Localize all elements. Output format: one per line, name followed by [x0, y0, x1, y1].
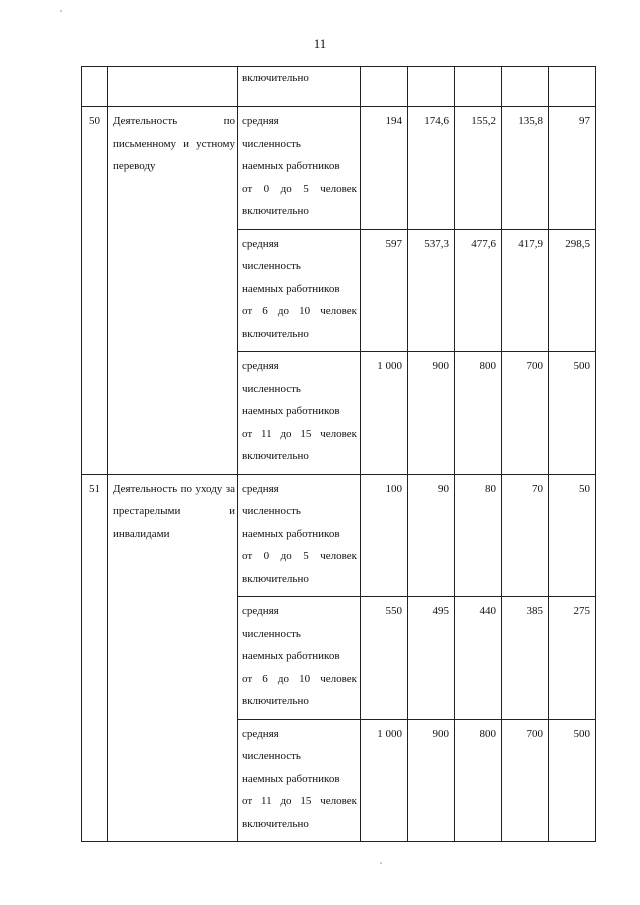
value-cell: 1 000 — [361, 352, 408, 475]
value-cell: 537,3 — [408, 229, 455, 352]
criterion-line: от 11 до 15 человек — [242, 795, 357, 807]
criterion-line: средняя — [242, 605, 279, 617]
value-cell: 70 — [502, 474, 549, 597]
value-cell: 80 — [455, 474, 502, 597]
value-cell — [549, 67, 596, 107]
criterion-line: средняя — [242, 115, 279, 127]
criterion-line: наемных работников — [242, 160, 340, 172]
value-cell: 550 — [361, 597, 408, 720]
criterion-cell — [238, 67, 361, 107]
criterion-line: наемных работников — [242, 772, 340, 785]
continuation-row — [82, 67, 596, 107]
criterion-line: включительно — [242, 327, 309, 340]
criterion-line: средняя — [242, 727, 279, 740]
value-cell: 495 — [408, 597, 455, 720]
value-cell — [502, 67, 549, 107]
value-cell: 194 — [361, 107, 408, 230]
value-cell: 275 — [549, 597, 596, 720]
value-cell: 298,5 — [549, 229, 596, 352]
scan-artifact — [60, 10, 62, 12]
value-cell: 800 — [455, 352, 502, 475]
activity-name: Деятельность по письменному и устному переводу — [113, 115, 235, 172]
criterion-line: средняя — [242, 482, 279, 495]
criterion-line: численность — [242, 382, 301, 395]
value-cell: 900 — [408, 352, 455, 475]
number-cell — [82, 67, 108, 107]
value-cell: 597 — [361, 229, 408, 352]
value-cell: 700 — [502, 352, 549, 475]
value-cell — [455, 67, 502, 107]
criterion-line: включительно — [242, 695, 309, 707]
criterion-line: от 0 до 5 человек — [242, 550, 357, 562]
criterion-cell — [238, 597, 361, 720]
value-cell: 477,6 — [455, 229, 502, 352]
criterion-line: численность — [242, 627, 301, 640]
criterion-line: численность — [242, 260, 301, 272]
criterion-line: численность — [242, 505, 301, 517]
activity-cell — [108, 67, 238, 107]
value-cell: 700 — [502, 719, 549, 842]
criterion-cell — [238, 352, 361, 475]
criterion-line: от 6 до 10 человек — [242, 672, 357, 685]
criterion-line: от 11 до 15 человек — [242, 427, 357, 440]
value-cell: 100 — [361, 474, 408, 597]
criterion-line: включительно — [242, 205, 309, 217]
criterion-cell — [238, 107, 361, 230]
row-number: 51 — [82, 474, 108, 842]
criterion-line: от 6 до 10 человек — [242, 305, 357, 317]
criterion-line: средняя — [242, 237, 279, 250]
value-cell — [408, 67, 455, 107]
criterion-cell — [238, 719, 361, 842]
criterion-line: включительно — [242, 817, 309, 830]
criterion-line: включительно — [242, 572, 309, 585]
scan-artifact — [380, 862, 382, 864]
value-cell: 800 — [455, 719, 502, 842]
criterion-line: наемных работников — [242, 527, 340, 540]
criterion-line: включительно — [242, 72, 309, 84]
criterion-line: численность — [242, 750, 301, 762]
criterion-line: наемных работников — [242, 650, 340, 662]
value-cell: 417,9 — [502, 229, 549, 352]
value-cell: 97 — [549, 107, 596, 230]
page-number: 11 — [313, 36, 327, 51]
activity-name: Деятельность по уходу за престарелыми и инвалидами — [113, 482, 235, 540]
criterion-line: численность — [242, 137, 301, 150]
value-cell: 1 000 — [361, 719, 408, 842]
activity-cell — [108, 474, 238, 842]
value-cell: 440 — [455, 597, 502, 720]
criterion-line: средняя — [242, 360, 279, 372]
value-cell: 155,2 — [455, 107, 502, 230]
criterion-line: включительно — [242, 450, 309, 462]
row-number: 50 — [82, 107, 108, 475]
criterion-cell — [238, 229, 361, 352]
value-cell: 135,8 — [502, 107, 549, 230]
criterion-line: наемных работников — [242, 282, 340, 295]
table-row — [82, 474, 596, 597]
criterion-line: от 0 до 5 человек — [242, 182, 357, 195]
criterion-cell — [238, 474, 361, 597]
criterion-line: наемных работников — [242, 405, 340, 417]
value-cell: 50 — [549, 474, 596, 597]
value-cell: 500 — [549, 719, 596, 842]
value-cell: 90 — [408, 474, 455, 597]
table-row — [82, 107, 596, 230]
value-cell — [361, 67, 408, 107]
value-cell: 174,6 — [408, 107, 455, 230]
value-cell: 500 — [549, 352, 596, 475]
value-cell: 900 — [408, 719, 455, 842]
activity-cell — [108, 107, 238, 475]
tariff-table — [81, 66, 596, 842]
value-cell: 385 — [502, 597, 549, 720]
